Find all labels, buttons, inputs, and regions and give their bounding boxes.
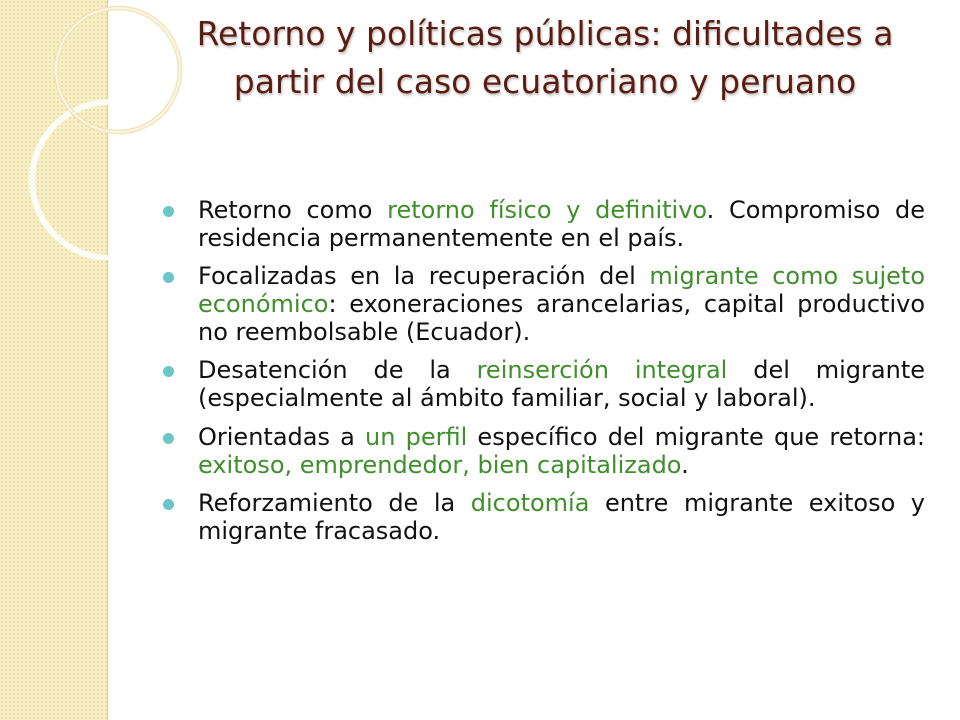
bullet-economic-focus [163, 262, 925, 346]
bullet-dichotomy [163, 489, 925, 545]
bullet-list [163, 196, 925, 555]
highlight-text: migrante como sujeto económico [198, 262, 925, 319]
bullet-text: : exoneraciones arancelarias, capital productivo no reembolsable (Ecuador). [198, 290, 925, 347]
highlight-text: retorno físico y definitivo [387, 196, 707, 224]
bullet-reintegration-neglect [163, 356, 925, 412]
bullet-text: Focalizadas en la recuperación del [198, 262, 650, 291]
highlight-text: dicotomía [470, 488, 590, 517]
bullet-text: Retorno como [198, 196, 388, 224]
bullet-text: específico del migrante que retorna: [467, 422, 926, 451]
bullet-text: . [681, 450, 689, 479]
bullet-text: Orientadas a [198, 422, 366, 451]
bullet-return-definition [163, 196, 925, 252]
bullet-text: del migrante (especialmente al ámbito familiar, social y laboral). [198, 356, 926, 413]
bullet-text: . Compromiso de residencia permanentemente en el país. [198, 196, 926, 253]
highlight-text: un perfil [365, 422, 468, 451]
bullet-text: entre migrante exitoso y migrante fracasado. [198, 488, 926, 545]
bullet-migrant-profile [163, 423, 925, 479]
slide-title: Retorno y políticas públicas: dificultades a partir del caso ecuatoriano y peruano [196, 14, 894, 102]
bullet-text: Reforzamiento de la [198, 488, 471, 517]
highlight-text: reinserción integral [476, 356, 728, 385]
bullet-text: Desatención de la [198, 356, 477, 385]
decorative-sidebar [0, 0, 108, 720]
highlight-text: exitoso, emprendedor, bien capitalizado [198, 450, 682, 479]
